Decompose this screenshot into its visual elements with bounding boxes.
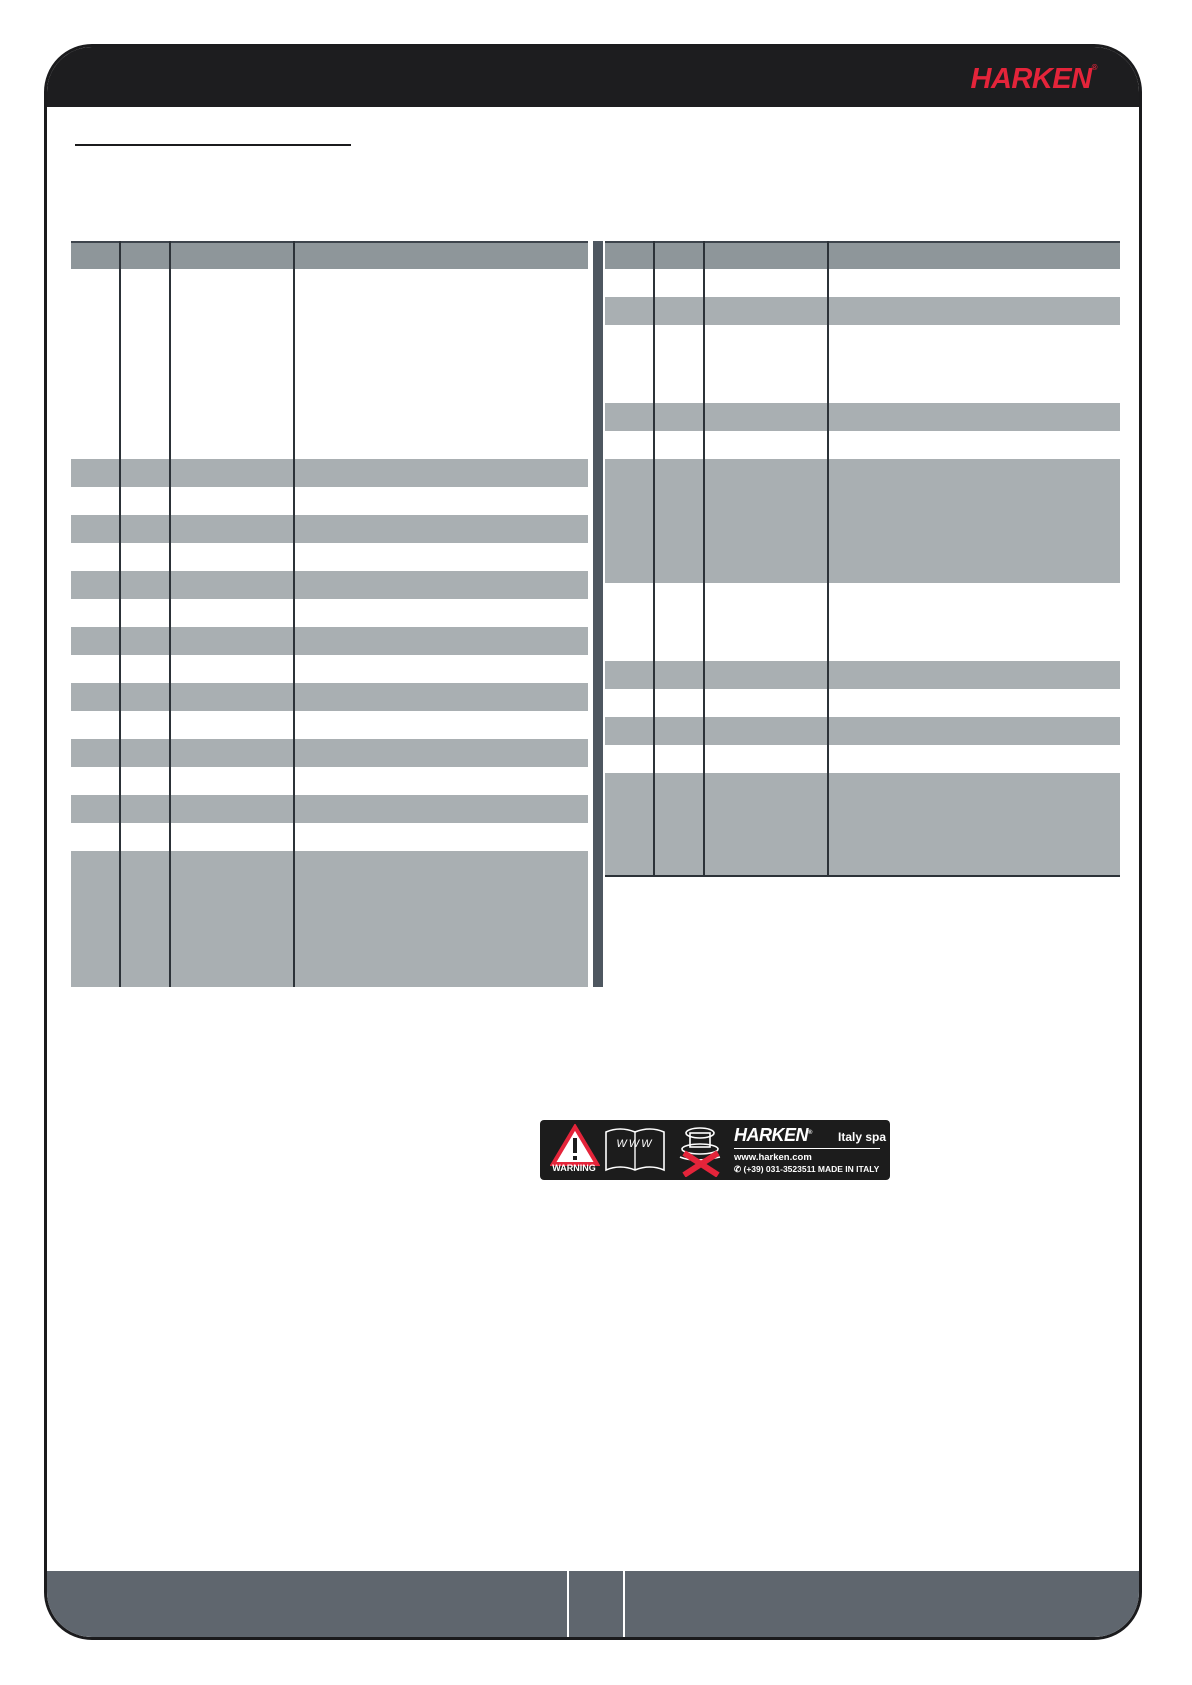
column-divider bbox=[653, 241, 655, 877]
table-row bbox=[605, 269, 1120, 297]
column-divider bbox=[703, 241, 705, 877]
table-row bbox=[71, 543, 588, 571]
table-row bbox=[71, 711, 588, 739]
page-footer bbox=[47, 1571, 1139, 1637]
warning-text: WARNING bbox=[552, 1163, 596, 1173]
table-row bbox=[71, 683, 588, 711]
table-row bbox=[605, 459, 1120, 583]
no-winch-icon bbox=[674, 1123, 726, 1177]
warning-label-sticker bbox=[540, 1120, 890, 1180]
page-number-tab bbox=[567, 1571, 625, 1637]
table-row bbox=[605, 325, 1120, 403]
table-row bbox=[605, 583, 1120, 661]
table-header-row bbox=[71, 241, 588, 269]
table-header-row bbox=[605, 241, 1120, 269]
page-header bbox=[47, 47, 1139, 107]
table-row bbox=[71, 459, 588, 487]
table-row bbox=[605, 403, 1120, 431]
label-company-suffix: Italy spa bbox=[838, 1130, 887, 1144]
table-row bbox=[71, 767, 588, 795]
table-separator-bar bbox=[593, 241, 603, 987]
table-row bbox=[71, 487, 588, 515]
table-row bbox=[71, 655, 588, 683]
label-divider bbox=[734, 1148, 880, 1149]
table-row bbox=[71, 823, 588, 851]
table-bottom-rule bbox=[605, 875, 1120, 877]
table-row bbox=[605, 661, 1120, 689]
table-row bbox=[71, 515, 588, 543]
section-title-underline bbox=[75, 144, 351, 146]
phone-icon: ✆ bbox=[734, 1164, 744, 1174]
table-row bbox=[605, 717, 1120, 745]
table-row bbox=[605, 689, 1120, 717]
table-row bbox=[71, 571, 588, 599]
label-brand-logo: HARKEN® bbox=[734, 1125, 812, 1145]
label-website: www.harken.com bbox=[734, 1152, 812, 1163]
page-frame bbox=[44, 44, 1142, 1640]
column-divider bbox=[827, 241, 829, 877]
harken-logo: HARKEN® bbox=[970, 63, 1097, 95]
table-row bbox=[71, 599, 588, 627]
table-row bbox=[605, 773, 1120, 877]
manual-www-text: WWW bbox=[616, 1138, 654, 1150]
label-phone: ✆ (+39) 031-3523511 MADE IN ITALY bbox=[734, 1164, 880, 1174]
column-divider bbox=[119, 241, 121, 987]
table-row bbox=[71, 269, 588, 459]
manual-book-icon bbox=[602, 1124, 668, 1176]
table-row bbox=[605, 297, 1120, 325]
column-divider bbox=[169, 241, 171, 987]
table-row bbox=[71, 851, 588, 987]
parts-table-right bbox=[605, 241, 1120, 877]
table-row bbox=[71, 739, 588, 767]
table-row bbox=[71, 795, 588, 823]
table-row bbox=[71, 627, 588, 655]
table-row bbox=[605, 431, 1120, 459]
parts-table-left bbox=[71, 241, 588, 987]
column-divider bbox=[293, 241, 295, 987]
table-row bbox=[605, 745, 1120, 773]
